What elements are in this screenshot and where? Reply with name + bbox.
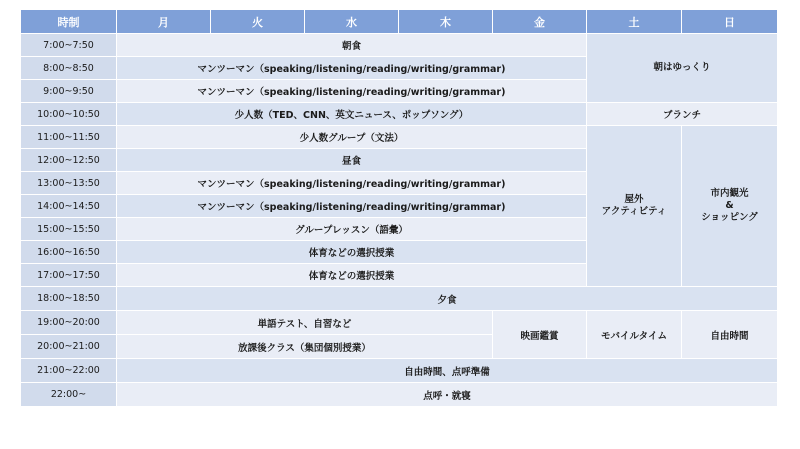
sun-afternoon-cell: [682, 126, 778, 287]
time-cell: 13:00~13:50: [21, 172, 117, 195]
header-row: [21, 10, 778, 34]
activity-cell: 夕食: [117, 287, 778, 311]
header-time: 時制: [21, 10, 117, 34]
time-cell: 15:00~15:50: [21, 218, 117, 241]
activity-cell: マンツーマン（speaking/listening/reading/writing/grammar): [117, 57, 587, 80]
time-cell: 16:00~16:50: [21, 241, 117, 264]
sat-evening-cell: モバイルタイム: [587, 311, 682, 359]
weekend-brunch-cell: ブランチ: [587, 103, 778, 126]
table-row: [21, 287, 778, 311]
sun-afternoon-line-2: &: [725, 200, 734, 212]
activity-cell: 少人数（TED、CNN、英文ニュース、ポップソング）: [117, 103, 587, 126]
sun-evening-cell: 自由時間: [682, 311, 778, 359]
time-cell: 18:00~18:50: [21, 287, 117, 311]
time-cell: 14:00~14:50: [21, 195, 117, 218]
time-cell: 19:00~20:00: [21, 311, 117, 335]
activity-cell: マンツーマン（speaking/listening/reading/writing/grammar): [117, 80, 587, 103]
table-row: [21, 359, 778, 383]
sun-afternoon-line-3: ショッピング: [701, 211, 758, 223]
sat-afternoon-cell: [587, 126, 682, 287]
time-cell: 11:00~11:50: [21, 126, 117, 149]
sun-afternoon-line-1: 市内観光: [710, 188, 749, 200]
header-day-tue: 火: [211, 10, 305, 34]
fri-evening-cell: 映画鑑賞: [493, 311, 587, 359]
header-day-thu: 木: [399, 10, 493, 34]
sat-afternoon-line-1: 屋外: [624, 194, 644, 206]
table-row: [21, 311, 778, 335]
activity-cell: 体育などの選択授業: [117, 264, 587, 287]
header-day-sat: 土: [587, 10, 682, 34]
header-day-wed: 水: [305, 10, 399, 34]
activity-cell: 単語テスト、自習など: [117, 311, 493, 335]
header-day-sun: 日: [682, 10, 778, 34]
weekend-morning-cell: 朝はゆっくり: [587, 34, 778, 103]
activity-cell: 朝食: [117, 34, 587, 57]
time-cell: 22:00~: [21, 383, 117, 407]
header-day-mon: 月: [117, 10, 211, 34]
activity-cell: 自由時間、点呼準備: [117, 359, 778, 383]
table-row: [21, 103, 778, 126]
sat-afternoon-line-2: アクティビティ: [601, 206, 667, 217]
activity-cell: 放課後クラス（集団個別授業）: [117, 335, 493, 359]
activity-cell: グループレッスン（語彙）: [117, 218, 587, 241]
time-cell: 12:00~12:50: [21, 149, 117, 172]
time-cell: 9:00~9:50: [21, 80, 117, 103]
activity-cell: マンツーマン（speaking/listening/reading/writing/grammar): [117, 172, 587, 195]
time-cell: 10:00~10:50: [21, 103, 117, 126]
time-cell: 8:00~8:50: [21, 57, 117, 80]
table-row: [21, 383, 778, 407]
weekly-schedule-table: [20, 9, 778, 407]
activity-cell: 昼食: [117, 149, 587, 172]
table-row: [21, 126, 778, 149]
time-cell: 20:00~21:00: [21, 335, 117, 359]
activity-cell: 体育などの選択授業: [117, 241, 587, 264]
time-cell: 21:00~22:00: [21, 359, 117, 383]
activity-cell: マンツーマン（speaking/listening/reading/writing/grammar): [117, 195, 587, 218]
time-cell: 7:00~7:50: [21, 34, 117, 57]
header-day-fri: 金: [493, 10, 587, 34]
table-row: [21, 34, 778, 57]
activity-cell: 少人数グループ（文法）: [117, 126, 587, 149]
activity-cell: 点呼・就寝: [117, 383, 778, 407]
time-cell: 17:00~17:50: [21, 264, 117, 287]
